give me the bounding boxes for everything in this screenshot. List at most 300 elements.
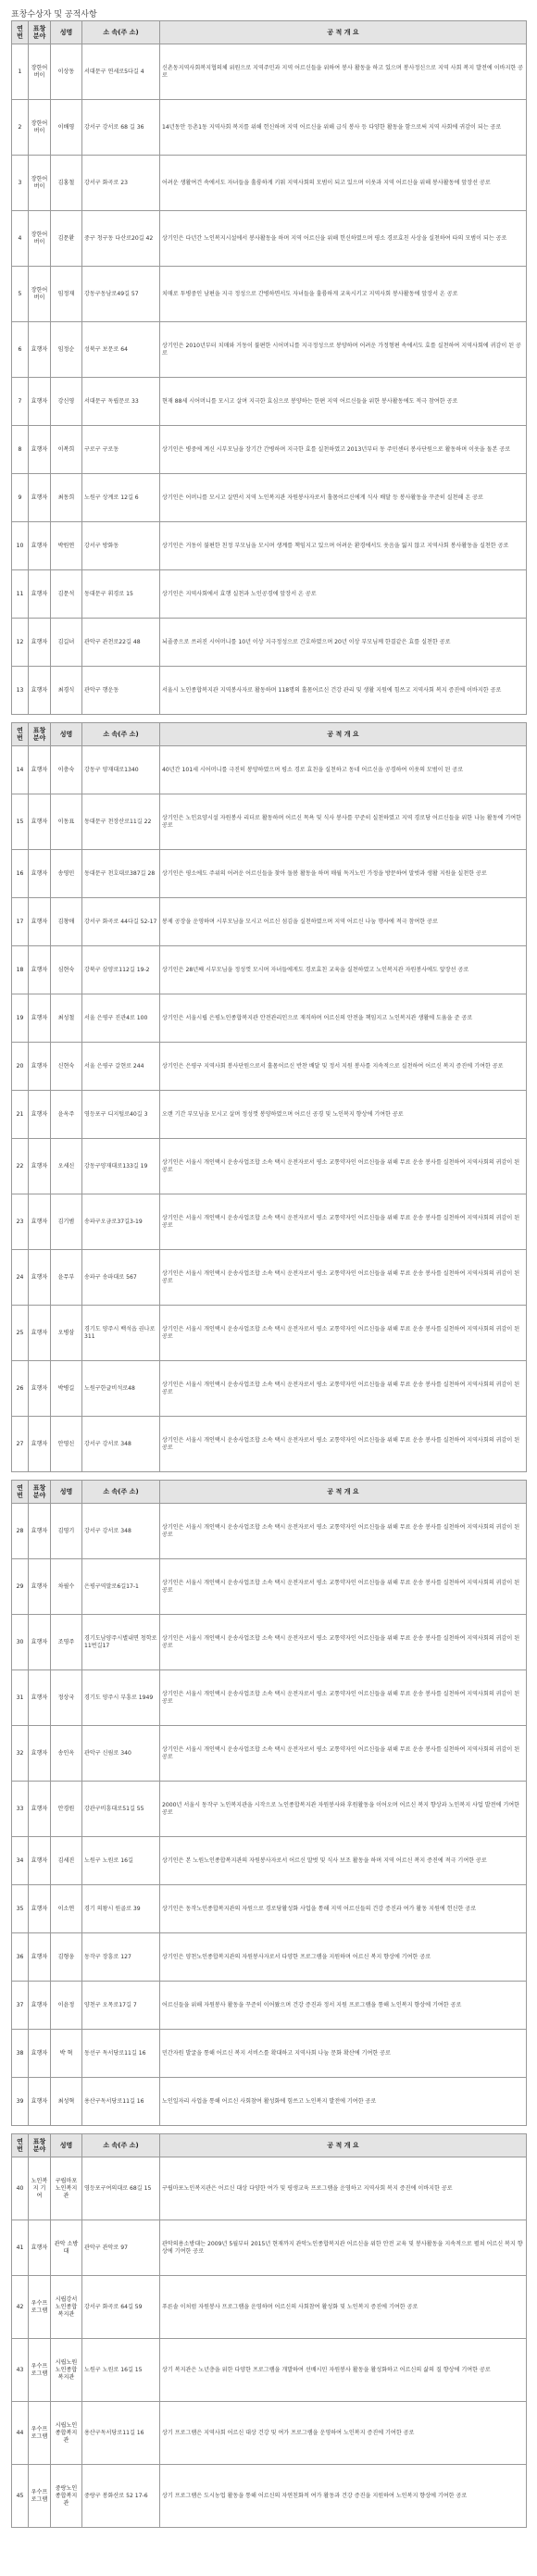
cell-address: 강동구 양재대로1340 [82, 746, 160, 794]
cell-no: 4 [12, 211, 29, 267]
column-header-category: 표창분야 [29, 723, 51, 746]
cell-category: 효행자 [29, 1726, 51, 1782]
cell-no: 44 [12, 2402, 29, 2465]
column-header-summary: 공 적 개 요 [160, 723, 527, 746]
table-row [12, 1417, 527, 1472]
cell-category: 효행자 [29, 1559, 51, 1615]
cell-category: 효행자 [29, 2220, 51, 2276]
cell-name: 안영신 [51, 1417, 82, 1472]
cell-category: 장한어버이 [29, 156, 51, 211]
cell-category: 효행자 [29, 474, 51, 522]
cell-summary: 상기인은 다년간 노인복지시설에서 봉사활동을 하며 지역 어르신을 위해 헌신하였으며 평소 경로효친 사상을 실천하여 타의 모범이 되는 공로 [160, 211, 527, 267]
cell-address: 서울 은평구 갈현로 244 [82, 1043, 160, 1091]
cell-name: 이복희 [51, 426, 82, 474]
cell-no: 6 [12, 322, 29, 378]
column-header-summary: 공 적 개 요 [160, 2134, 527, 2157]
cell-summary: 뇌졸중으로 쓰러진 시어머니를 10년 이상 지극정성으로 간호하였으며 20년 이상 부모님께 한결같은 효를 실천한 공로 [160, 619, 527, 667]
cell-address: 서대문구 독립문로 33 [82, 378, 160, 426]
table-row [12, 619, 527, 667]
cell-name: 윤옥주 [51, 1091, 82, 1139]
cell-name: 이윤정 [51, 1982, 82, 2030]
cell-summary: 상기인은 어머니를 모시고 살면서 지역 노인복지관 자원봉사자로서 홀몸어르신에게 식사 배달 등 봉사활동을 꾸준히 실천해 온 공로 [160, 474, 527, 522]
cell-category: 노인복지 기여 [29, 2157, 51, 2220]
cell-category: 효행자 [29, 1933, 51, 1982]
awards-table [11, 722, 527, 1472]
cell-category: 효행자 [29, 994, 51, 1043]
table-row [12, 570, 527, 619]
cell-no: 2 [12, 100, 29, 156]
cell-name: 안경원 [51, 1782, 82, 1837]
cell-summary: 상기인은 동작노인종합복지관의 자원으로 경로당활성화 사업을 통해 지역 어르신들의 건강 증진과 여가 활동 지원에 헌신한 공로 [160, 1885, 527, 1933]
table-row [12, 1091, 527, 1139]
cell-address: 동작구 장흥로 127 [82, 1933, 160, 1982]
cell-address: 관악구 관악로 97 [82, 2220, 160, 2276]
cell-summary: 상기인은 평소에도 주위의 어려운 어르신들을 찾아 돌봄 활동을 하며 매월 독거노인 가정을 방문하여 말벗과 생활 지원을 실천한 공로 [160, 850, 527, 898]
cell-name: 이동표 [51, 794, 82, 850]
cell-no: 42 [12, 2276, 29, 2339]
cell-address: 노원구 노원로 16길 [82, 1837, 160, 1885]
cell-address: 노원구 노원로 16길 15 [82, 2339, 160, 2402]
cell-name: 심현숙 [51, 946, 82, 994]
cell-summary: 상기인은 서울시 개인택시 운송사업조합 소속 택시 운전자로서 평소 교통약자인 어르신들을 위해 무료 운송 봉사를 실천하여 지역사회의 귀감이 된 공로 [160, 1139, 527, 1194]
cell-name: 임정재 [51, 267, 82, 322]
cell-category: 장한어버이 [29, 211, 51, 267]
cell-name: 조영주 [51, 1615, 82, 1670]
cell-summary: 어르신들을 위해 자원봉사 활동을 꾸준히 이어왔으며 건강 증진과 정서 지원 프로그램을 통해 노인복지 향상에 기여한 공로 [160, 1982, 527, 2030]
cell-category: 효행자 [29, 1091, 51, 1139]
cell-address: 동대문구 천장산로11길 22 [82, 794, 160, 850]
cell-category: 효행자 [29, 1250, 51, 1306]
table-row [12, 267, 527, 322]
cell-category: 효행자 [29, 1837, 51, 1885]
cell-name: 구립마포노인복지관 [51, 2157, 82, 2220]
cell-category: 효행자 [29, 1361, 51, 1417]
cell-address: 양천구 오목로17길 7 [82, 1982, 160, 2030]
table-row [12, 1885, 527, 1933]
awards-table [11, 1480, 527, 2126]
cell-category: 효행자 [29, 1982, 51, 2030]
cell-address: 노원구한글비석로48 [82, 1361, 160, 1417]
cell-address: 서울 은평구 진관4로 100 [82, 994, 160, 1043]
cell-summary: 상기인은 서울시 개인택시 운송사업조합 소속 택시 운전자로서 평소 교통약자인 어르신들을 위해 무료 운송 봉사를 실천하여 지역사회의 귀감이 된 공로 [160, 1250, 527, 1306]
cell-name: 박병길 [51, 1361, 82, 1417]
cell-no: 38 [12, 2030, 29, 2078]
cell-name: 시립강서노인종합복지관 [51, 2276, 82, 2339]
cell-category: 효행자 [29, 322, 51, 378]
cell-name: 강신영 [51, 378, 82, 426]
column-header-no: 연번 [12, 1481, 29, 1504]
cell-address: 강관구비흥대로51길 55 [82, 1782, 160, 1837]
cell-category: 효행자 [29, 850, 51, 898]
cell-no: 18 [12, 946, 29, 994]
table-header-row [12, 21, 527, 44]
table-header-row [12, 2134, 527, 2157]
column-header-no: 연번 [12, 723, 29, 746]
awards-document [11, 20, 526, 2535]
page-title: 표창수상자 및 공적사항 [11, 10, 97, 19]
cell-no: 12 [12, 619, 29, 667]
cell-name: 윤무부 [51, 1250, 82, 1306]
cell-summary: 상기인은 양천노인종합복지관의 자원봉사자로서 다양한 프로그램을 지원하며 어르신 복지 향상에 기여한 공로 [160, 1933, 527, 1982]
cell-address: 관악구 행운동 [82, 667, 160, 715]
cell-name: 관악 소방대 [51, 2220, 82, 2276]
cell-category: 장한어버이 [29, 44, 51, 100]
cell-name: 시립노원노인종합복지관 [51, 2339, 82, 2402]
cell-name: 김세진 [51, 1837, 82, 1885]
cell-category: 효행자 [29, 898, 51, 946]
cell-name: 오병삼 [51, 1306, 82, 1361]
table-row [12, 2276, 527, 2339]
cell-address: 중구 청구동 다산로20길 42 [82, 211, 160, 267]
cell-address: 용산구독서당로11길 16 [82, 2078, 160, 2126]
cell-no: 13 [12, 667, 29, 715]
cell-category: 효행자 [29, 746, 51, 794]
cell-name: 송인옥 [51, 1726, 82, 1782]
cell-summary: 노인일자리 사업을 통해 어르신 사회참여 활성화에 힘쓰고 노인복지 발전에 기여한 공로 [160, 2078, 527, 2126]
cell-summary: 상기인은 서울시 개인택시 운송사업조합 소속 택시 운전자로서 평소 교통약자인 어르신들을 위해 무료 운송 봉사를 실천하여 지역사회의 귀감이 된 공로 [160, 1559, 527, 1615]
cell-no: 11 [12, 570, 29, 619]
cell-address: 용산구독서당로11길 16 [82, 2402, 160, 2465]
table-row [12, 522, 527, 570]
cell-name: 신현숙 [51, 1043, 82, 1091]
cell-no: 33 [12, 1782, 29, 1837]
cell-category: 효행자 [29, 1306, 51, 1361]
cell-address: 강북구 삼양로112길 19-2 [82, 946, 160, 994]
cell-summary: 상기인은 서울시 개인택시 운송사업조합 소속 택시 운전자로서 평소 교통약자인 어르신들을 위해 무료 운송 봉사를 실천하여 지역사회의 귀감이 된 공로 [160, 1194, 527, 1250]
cell-address: 경기도 양주시 백석읍 권나로 311 [82, 1306, 160, 1361]
cell-summary: 상기인은 지역사회에서 효행 실천과 노인공경에 앞장서 온 공로 [160, 570, 527, 619]
cell-no: 19 [12, 994, 29, 1043]
table-row [12, 667, 527, 715]
table-row [12, 1361, 527, 1417]
cell-category: 우수프로그램 [29, 2402, 51, 2465]
cell-no: 27 [12, 1417, 29, 1472]
cell-address: 경기 의왕시 원골로 39 [82, 1885, 160, 1933]
cell-category: 우수프로그램 [29, 2276, 51, 2339]
cell-category: 효행자 [29, 1885, 51, 1933]
cell-name: 김형웅 [51, 1933, 82, 1982]
cell-address: 강서구 화곡로 64길 59 [82, 2276, 160, 2339]
cell-summary: 상기인은 은평구 지역사회 봉사단원으로서 홀몸어르신 반찬 배달 및 정서 지원 봉사를 지속적으로 실천하여 어르신 복지 증진에 기여한 공로 [160, 1043, 527, 1091]
cell-address: 노원구 상계로 12길 6 [82, 474, 160, 522]
cell-address: 구로구 구로동 [82, 426, 160, 474]
table-row [12, 1615, 527, 1670]
cell-no: 1 [12, 44, 29, 100]
table-row [12, 1250, 527, 1306]
table-row [12, 1837, 527, 1885]
cell-name: 김문환 [51, 211, 82, 267]
column-header-address: 소 속(주 소) [82, 2134, 160, 2157]
cell-name: 김홍철 [51, 156, 82, 211]
cell-address: 동대문구 휘경로 15 [82, 570, 160, 619]
cell-no: 32 [12, 1726, 29, 1782]
cell-address: 강서구 강서로 68 길 36 [82, 100, 160, 156]
cell-name: 김길녀 [51, 619, 82, 667]
cell-no: 40 [12, 2157, 29, 2220]
cell-name: 이소연 [51, 1885, 82, 1933]
table-row [12, 1726, 527, 1782]
column-header-name: 성명 [51, 21, 82, 44]
cell-no: 28 [12, 1504, 29, 1559]
cell-category: 효행자 [29, 570, 51, 619]
table-row [12, 378, 527, 426]
cell-address: 강동구동남로49길 57 [82, 267, 160, 322]
cell-name: 김문석 [51, 570, 82, 619]
cell-no: 14 [12, 746, 29, 794]
cell-category: 효행자 [29, 1782, 51, 1837]
cell-no: 15 [12, 794, 29, 850]
table-row [12, 2339, 527, 2402]
cell-summary: 상기인은 28년째 시부모님을 정성껏 모시며 자녀들에게도 경로효친 교육을 실천하였고 노인복지관 자원봉사에도 앞장선 공로 [160, 946, 527, 994]
column-header-no: 연번 [12, 2134, 29, 2157]
cell-category: 효행자 [29, 667, 51, 715]
cell-name: 이배영 [51, 100, 82, 156]
cell-summary: 상기인은 노인요양시설 자원봉사 리더로 활동하며 어르신 목욕 및 식사 봉사를 꾸준히 실천하였고 지역 경로당 어르신들을 위한 나눔 활동에 기여한 공로 [160, 794, 527, 850]
cell-name: 중랑노인종합복지관 [51, 2465, 82, 2528]
cell-name: 시립노인종합복지관 [51, 2402, 82, 2465]
awards-table [11, 2133, 527, 2528]
table-row [12, 850, 527, 898]
cell-no: 8 [12, 426, 29, 474]
cell-no: 41 [12, 2220, 29, 2276]
table-row [12, 156, 527, 211]
cell-no: 17 [12, 898, 29, 946]
cell-no: 30 [12, 1615, 29, 1670]
cell-summary: 구립마포노인복지관은 어르신 대상 다양한 여가 및 평생교육 프로그램을 운영하고 지역사회 복지 증진에 이바지한 공로 [160, 2157, 527, 2220]
column-header-category: 표창분야 [29, 21, 51, 44]
cell-name: 정상국 [51, 1670, 82, 1726]
cell-no: 9 [12, 474, 29, 522]
cell-category: 효행자 [29, 522, 51, 570]
cell-address: 은평구역말로6길17-1 [82, 1559, 160, 1615]
column-header-name: 성명 [51, 1481, 82, 1504]
table-row [12, 1194, 527, 1250]
table-row [12, 1982, 527, 2030]
cell-summary: 어려운 생활여건 속에서도 자녀들을 훌륭하게 키워 지역사회의 모범이 되고 있으며 이웃과 지역 어르신을 위해 봉사활동에 앞장선 공로 [160, 156, 527, 211]
cell-category: 효행자 [29, 794, 51, 850]
cell-address: 성북구 보문로 64 [82, 322, 160, 378]
cell-no: 39 [12, 2078, 29, 2126]
cell-name: 최성혁 [51, 2078, 82, 2126]
cell-category: 우수프로그램 [29, 2465, 51, 2528]
cell-summary: 상기인은 본 노원노인종합복지관의 자원봉사자로서 어르신 말벗 및 식사 보조 활동을 하며 지역 어르신 복지 증진에 적극 기여한 공로 [160, 1837, 527, 1885]
cell-address: 경기도 양주시 부흥로 1949 [82, 1670, 160, 1726]
cell-no: 25 [12, 1306, 29, 1361]
cell-address: 영등포구 디지털로40길 3 [82, 1091, 160, 1139]
cell-name: 차필수 [51, 1559, 82, 1615]
table-row [12, 426, 527, 474]
table-row [12, 946, 527, 994]
cell-category: 효행자 [29, 426, 51, 474]
cell-no: 22 [12, 1139, 29, 1194]
cell-category: 효행자 [29, 1194, 51, 1250]
column-header-name: 성명 [51, 2134, 82, 2157]
cell-category: 우수프로그램 [29, 2339, 51, 2402]
cell-category: 효행자 [29, 1615, 51, 1670]
cell-name: 최경식 [51, 667, 82, 715]
cell-no: 16 [12, 850, 29, 898]
awards-table [11, 20, 527, 715]
column-header-address: 소 속(주 소) [82, 21, 160, 44]
cell-name: 임정순 [51, 322, 82, 378]
column-header-category: 표창분야 [29, 2134, 51, 2157]
cell-address: 경기도남양주시별내면 청학로11번길17 [82, 1615, 160, 1670]
cell-address: 송파구오금로37길3-19 [82, 1194, 160, 1250]
cell-no: 35 [12, 1885, 29, 1933]
cell-summary: 민간자원 발굴을 통해 어르신 복지 서비스를 확대하고 지역사회 나눔 문화 확산에 기여한 공로 [160, 2030, 527, 2078]
table-row [12, 322, 527, 378]
cell-no: 10 [12, 522, 29, 570]
cell-address: 강서구 화곡로 44다길 52-17 [82, 898, 160, 946]
cell-no: 3 [12, 156, 29, 211]
column-header-summary: 공 적 개 요 [160, 21, 527, 44]
table-header-row [12, 723, 527, 746]
cell-summary: 치매로 투병중인 남편을 지극 정성으로 간병하면서도 자녀들을 훌륭하게 교육시키고 지역사회 봉사활동에 앞장서 온 공로 [160, 267, 527, 322]
column-header-address: 소 속(주 소) [82, 723, 160, 746]
cell-no: 23 [12, 1194, 29, 1250]
cell-category: 효행자 [29, 2030, 51, 2078]
cell-name: 박원연 [51, 522, 82, 570]
cell-category: 효행자 [29, 619, 51, 667]
cell-address: 강서구 방화동 [82, 522, 160, 570]
cell-no: 31 [12, 1670, 29, 1726]
cell-address: 관악구 관천로22길 48 [82, 619, 160, 667]
table-row [12, 2030, 527, 2078]
cell-category: 효행자 [29, 1417, 51, 1472]
cell-summary: 14년동안 등촌1동 지역사회 복지를 위해 헌신하며 지역 어르신을 위해 급식 봉사 등 다양한 활동을 함으로써 지역 사회에 귀감이 되는 공로 [160, 100, 527, 156]
cell-name: 오세신 [51, 1139, 82, 1194]
cell-summary: 2000년 서울시 동작구 노인복지관을 시작으로 노인종합복지관 자원봉사와 후원활동을 이어오며 어르신 복지 향상과 노인복지 사업 발전에 기여한 공로 [160, 1782, 527, 1837]
table-row [12, 474, 527, 522]
cell-summary: 상기인은 서울시립 은평노인종합복지관 안전관리인으로 재직하며 어르신의 안전을 책임지고 노인복지관 생활에 도움을 준 공로 [160, 994, 527, 1043]
cell-summary: 관악의용소방대는 2009년 5월부터 2015년 현재까지 관악노인종합복지관 어르신을 위한 안전 교육 및 봉사활동을 지속적으로 펼쳐 어르신 복지 향상에 기여한 공로 [160, 2220, 527, 2276]
table-row [12, 1139, 527, 1194]
cell-category: 효행자 [29, 1139, 51, 1194]
cell-summary: 푸른솔 이처럼 자원봉사 프로그램을 운영하며 어르신의 사회참여 활성화 및 노인복지 증진에 기여한 공로 [160, 2276, 527, 2339]
cell-address: 관악구 신림로 340 [82, 1726, 160, 1782]
cell-summary: 상기인은 서울시 개인택시 운송사업조합 소속 택시 운전자로서 평소 교통약자인 어르신들을 위해 무료 운송 봉사를 실천하여 지역사회의 귀감이 된 공로 [160, 1670, 527, 1726]
cell-name: 최성철 [51, 994, 82, 1043]
cell-summary: 상기 프로그램은 지역사회 어르신 대상 건강 및 여가 프로그램을 운영하여 노인복지 증진에 기여한 공로 [160, 2402, 527, 2465]
cell-name: 김영기 [51, 1504, 82, 1559]
table-row [12, 2465, 527, 2528]
table-row [12, 1043, 527, 1091]
column-header-no: 연번 [12, 21, 29, 44]
cell-summary: 신촌동지역사회복지협의체 위원으로 지역주민과 지역 어르신들을 위하여 봉사 활동을 하고 있으며 봉사정신으로 지역 사회 복지 발전에 이바지한 공로 [160, 44, 527, 100]
cell-summary: 서울시 노인종합복지관 지역봉사자로 활동하며 118명의 홀몸어르신 건강 관리 및 생활 지원에 힘쓰고 지역사회 복지 증진에 이바지한 공로 [160, 667, 527, 715]
cell-name: 이충숙 [51, 746, 82, 794]
cell-summary: 상기인은 서울시 개인택시 운송사업조합 소속 택시 운전자로서 평소 교통약자인 어르신들을 위해 무료 운송 봉사를 실천하여 지역사회의 귀감이 된 공로 [160, 1306, 527, 1361]
cell-address: 동대문구 천호대로387길 28 [82, 850, 160, 898]
cell-address: 송파구 송파대로 567 [82, 1250, 160, 1306]
cell-summary: 상기인은 거동이 불편한 친정 부모님을 모시며 생계를 책임지고 있으며 어려운 환경에서도 웃음을 잃지 않고 지역사회 봉사활동을 실천한 공로 [160, 522, 527, 570]
cell-no: 45 [12, 2465, 29, 2528]
cell-summary: 오랜 기간 부모님을 모시고 살며 정성껏 봉양하였으며 어르신 공경 및 노인복지 향상에 기여한 공로 [160, 1091, 527, 1139]
cell-category: 효행자 [29, 1504, 51, 1559]
cell-summary: 상기 복지관은 노년층을 위한 다양한 프로그램을 개발하여 선배시민 자원봉사 활동을 활성화하고 어르신의 삶의 질 향상에 기여한 공로 [160, 2339, 527, 2402]
cell-address: 강동구양재대로133길 19 [82, 1139, 160, 1194]
cell-no: 20 [12, 1043, 29, 1091]
cell-summary: 현재 88세 시어머니를 모시고 살며 지극한 효심으로 봉양하는 한편 지역 어르신들을 위한 봉사활동에도 적극 참여한 공로 [160, 378, 527, 426]
cell-address: 강서구 화곡로 23 [82, 156, 160, 211]
table-row [12, 1670, 527, 1726]
cell-name: 송영민 [51, 850, 82, 898]
table-row [12, 2078, 527, 2126]
table-row [12, 1933, 527, 1982]
column-header-category: 표창분야 [29, 1481, 51, 1504]
cell-category: 장한어버이 [29, 100, 51, 156]
cell-summary: 상기인은 서울시 개인택시 운송사업조합 소속 택시 운전자로서 평소 교통약자인 어르신들을 위해 무료 운송 봉사를 실천하여 지역사회의 귀감이 된 공로 [160, 1361, 527, 1417]
cell-address: 동선구 독서당로11길 16 [82, 2030, 160, 2078]
table-row [12, 898, 527, 946]
cell-no: 34 [12, 1837, 29, 1885]
cell-no: 24 [12, 1250, 29, 1306]
table-row [12, 994, 527, 1043]
table-row [12, 2402, 527, 2465]
cell-summary: 봉제 공장을 운영하며 시부모님을 모시고 어르신 섬김을 실천하였으며 지역 어르신 나눔 행사에 적극 참여한 공로 [160, 898, 527, 946]
cell-name: 최동희 [51, 474, 82, 522]
table-row [12, 1306, 527, 1361]
cell-name: 이상동 [51, 44, 82, 100]
cell-category: 장한어버이 [29, 267, 51, 322]
table-row [12, 794, 527, 850]
cell-no: 37 [12, 1982, 29, 2030]
table-row [12, 211, 527, 267]
table-row [12, 2157, 527, 2220]
cell-category: 효행자 [29, 1043, 51, 1091]
cell-address: 영등포구여의대로 68길 15 [82, 2157, 160, 2220]
cell-summary: 상기인은 2010년부터 치매와 거동이 불편한 시어머니를 지극정성으로 봉양하며 어려운 가정형편 속에서도 효를 실천하여 지역사회에 귀감이 된 공로 [160, 322, 527, 378]
cell-no: 43 [12, 2339, 29, 2402]
cell-name: 김기범 [51, 1194, 82, 1250]
cell-address: 서대문구 연세로5다길 4 [82, 44, 160, 100]
cell-no: 7 [12, 378, 29, 426]
cell-summary: 상기인은 서울시 개인택시 운송사업조합 소속 택시 운전자로서 평소 교통약자인 어르신들을 위해 무료 운송 봉사를 실천하여 지역사회의 귀감이 된 공로 [160, 1417, 527, 1472]
table-row [12, 746, 527, 794]
cell-summary: 상기인은 서울시 개인택시 운송사업조합 소속 택시 운전자로서 평소 교통약자인 어르신들을 위해 무료 운송 봉사를 실천하여 지역사회의 귀감이 된 공로 [160, 1726, 527, 1782]
cell-no: 26 [12, 1361, 29, 1417]
cell-name: 김창애 [51, 898, 82, 946]
cell-summary: 상기인은 병중에 계신 시부모님을 장기간 간병하며 지극한 효를 실천하였고 2013년부터 동 주민센터 봉사단원으로 활동하며 이웃을 돌본 공로 [160, 426, 527, 474]
cell-no: 29 [12, 1559, 29, 1615]
column-header-summary: 공 적 개 요 [160, 1481, 527, 1504]
table-row [12, 1559, 527, 1615]
cell-summary: 상기인은 서울시 개인택시 운송사업조합 소속 택시 운전자로서 평소 교통약자인 어르신들을 위해 무료 운송 봉사를 실천하여 지역사회의 귀감이 된 공로 [160, 1504, 527, 1559]
cell-address: 강서구 강서로 348 [82, 1504, 160, 1559]
cell-address: 강서구 강서로 348 [82, 1417, 160, 1472]
table-row [12, 1504, 527, 1559]
cell-summary: 40년간 101세 시어머니를 극진히 봉양하였으며 평소 경로 효친을 실천하고 동네 어르신을 공경하여 이웃의 모범이 된 공로 [160, 746, 527, 794]
cell-no: 36 [12, 1933, 29, 1982]
column-header-name: 성명 [51, 723, 82, 746]
column-header-address: 소 속(주 소) [82, 1481, 160, 1504]
table-row [12, 2220, 527, 2276]
cell-no: 5 [12, 267, 29, 322]
cell-category: 효행자 [29, 378, 51, 426]
cell-summary: 상기 프로그램은 도시농업 활동을 통해 어르신의 자연친화적 여가 활동과 건강 증진을 지원하여 노인복지 향상에 기여한 공로 [160, 2465, 527, 2528]
cell-category: 효행자 [29, 2078, 51, 2126]
table-row [12, 100, 527, 156]
cell-no: 21 [12, 1091, 29, 1139]
cell-summary: 상기인은 서울시 개인택시 운송사업조합 소속 택시 운전자로서 평소 교통약자인 어르신들을 위해 무료 운송 봉사를 실천하여 지역사회의 귀감이 된 공로 [160, 1615, 527, 1670]
table-header-row [12, 1481, 527, 1504]
table-row [12, 44, 527, 100]
cell-category: 효행자 [29, 1670, 51, 1726]
cell-category: 효행자 [29, 946, 51, 994]
cell-name: 박 혁 [51, 2030, 82, 2078]
cell-address: 중랑구 봉화산로 52 17-6 [82, 2465, 160, 2528]
table-row [12, 1782, 527, 1837]
